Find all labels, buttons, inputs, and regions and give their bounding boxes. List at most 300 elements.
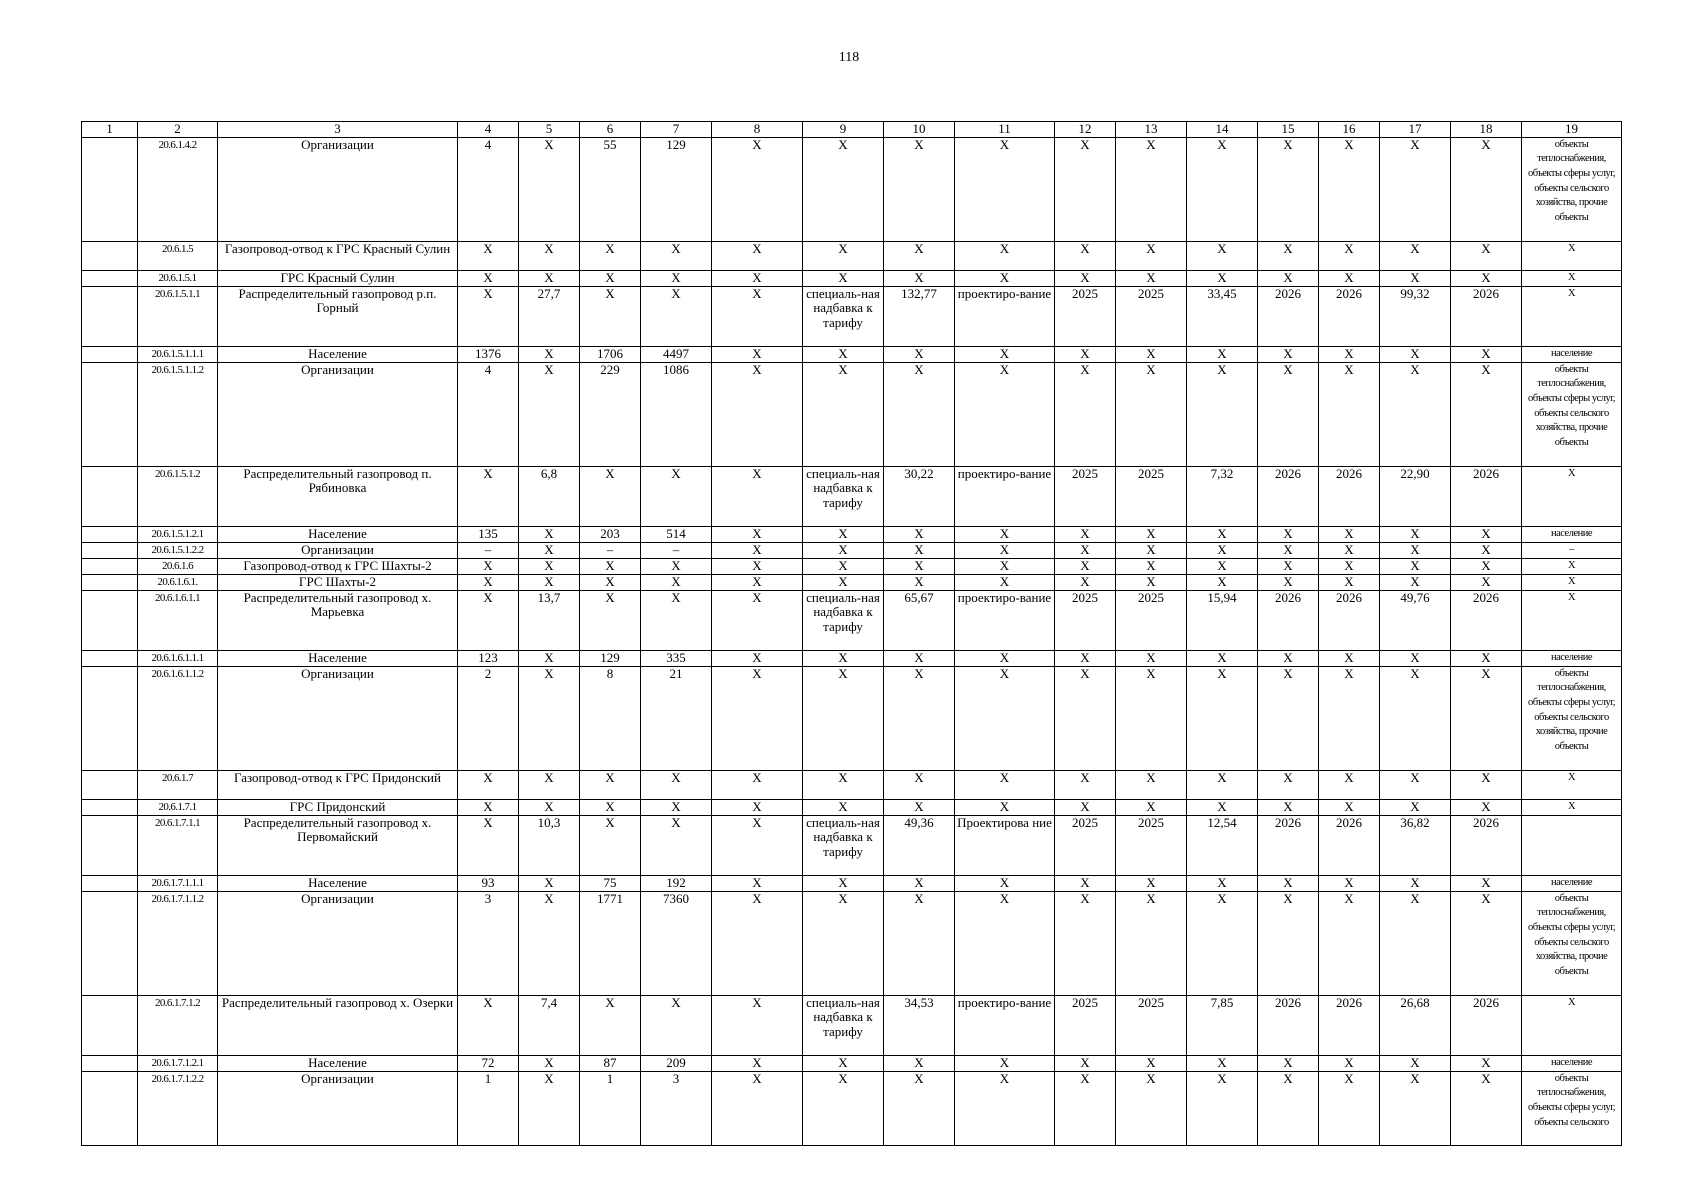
table-cell: X [458,558,519,574]
table-cell: X [1451,799,1522,815]
table-cell: X [1055,346,1116,362]
table-cell: X [1187,241,1258,270]
row-code-cell: 20.6.1.7.1.2 [138,995,218,1055]
table-cell: X [1380,574,1451,590]
row-note-cell: X [1522,270,1622,286]
table-cell: X [712,137,803,241]
table-cell: 2026 [1451,995,1522,1055]
row-name-cell: Газопровод-отвод к ГРС Красный Сулин [218,241,458,270]
table-cell: – [580,542,641,558]
table-cell: 15,94 [1187,590,1258,650]
table-cell: X [1258,362,1319,466]
table-cell: проектиро-вание [955,590,1055,650]
table-cell: X [580,799,641,815]
row-note-cell: X [1522,466,1622,526]
row-note-cell: объекты теплоснабжения, объекты сферы услуг, объекты сельского хозяйства, прочие объекты [1522,137,1622,241]
table-cell: X [519,574,580,590]
table-cell: X [1380,1071,1451,1145]
row-name-cell: Распределительный газопровод х. Озерки [218,995,458,1055]
table-cell: X [1258,137,1319,241]
row-name-cell: Распределительный газопровод п. Рябиновка [218,466,458,526]
table-cell: X [458,466,519,526]
table-cell: X [884,799,955,815]
table-row [82,995,1622,1055]
table-cell: X [1116,666,1187,770]
row-code-cell: 20.6.1.5.1.1.2 [138,362,218,466]
table-cell: 1 [458,1071,519,1145]
table-cell: X [803,137,884,241]
table-cell: X [519,875,580,891]
table-cell: X [712,770,803,799]
row-note-cell: X [1522,770,1622,799]
table-cell: X [1451,137,1522,241]
table-cell: 49,36 [884,815,955,875]
table-row [82,1055,1622,1071]
row-name-cell: Распределительный газопровод р.п. Горный [218,286,458,346]
table-cell: 2025 [1116,590,1187,650]
table-cell: X [884,891,955,995]
table-cell: X [1380,558,1451,574]
table-cell: 21 [641,666,712,770]
row-code-cell: 20.6.1.5.1.2.2 [138,542,218,558]
table-cell: X [803,666,884,770]
row-code-cell: 20.6.1.4.2 [138,137,218,241]
table-row [82,590,1622,650]
row-code-cell: 20.6.1.5.1.2 [138,466,218,526]
table-cell: 2 [458,666,519,770]
table-cell: 10,3 [519,815,580,875]
header-cell: 14 [1187,122,1258,138]
table-cell: X [1258,241,1319,270]
table-cell: X [1116,362,1187,466]
row-note-cell: X [1522,286,1622,346]
table-cell: X [519,650,580,666]
table-cell: X [1380,650,1451,666]
table-cell: 93 [458,875,519,891]
table-cell: X [712,799,803,815]
header-cell: 6 [580,122,641,138]
table-cell: X [1187,558,1258,574]
table-cell: X [1116,137,1187,241]
row-name-cell: Газопровод-отвод к ГРС Придонский [218,770,458,799]
table-cell: 123 [458,650,519,666]
header-cell: 13 [1116,122,1187,138]
table-cell: X [519,526,580,542]
table-cell: 7360 [641,891,712,995]
table-cell: X [641,286,712,346]
table-cell: X [1451,770,1522,799]
table-cell: проектиро-вание [955,466,1055,526]
table-cell: 75 [580,875,641,891]
table-cell: X [580,558,641,574]
row-name-cell: Население [218,346,458,362]
table-cell: X [1055,650,1116,666]
row-name-cell: Население [218,650,458,666]
table-cell: X [1258,650,1319,666]
table-cell: X [580,286,641,346]
table-cell: X [712,574,803,590]
header-cell: 9 [803,122,884,138]
table-cell: X [458,770,519,799]
table-cell: X [803,542,884,558]
table-cell: X [1319,1071,1380,1145]
table-cell: X [955,362,1055,466]
row-note-cell [1522,815,1622,875]
table-cell: X [712,466,803,526]
header-cell: 11 [955,122,1055,138]
table-cell: 2026 [1258,466,1319,526]
table-cell: 2026 [1451,466,1522,526]
table-cell: 2025 [1116,286,1187,346]
table-cell: X [884,241,955,270]
row-note-cell: объекты теплоснабжения, объекты сферы услуг, объекты сельского хозяйства, прочие объекты [1522,666,1622,770]
table-cell: X [641,770,712,799]
table-cell: X [712,346,803,362]
table-cell: 514 [641,526,712,542]
table-cell: X [1055,1055,1116,1071]
table-cell: X [1451,558,1522,574]
row-code-cell: 20.6.1.6.1.1.2 [138,666,218,770]
table-cell: X [519,137,580,241]
table-cell: X [884,770,955,799]
table-cell: X [1380,241,1451,270]
row-name-cell: Организации [218,1071,458,1145]
table-cell: X [641,574,712,590]
table-cell: X [803,241,884,270]
table-cell: X [1187,574,1258,590]
table-cell: X [580,241,641,270]
table-cell: X [641,815,712,875]
table-cell: X [803,650,884,666]
table-cell: 2026 [1319,286,1380,346]
table-cell: 132,77 [884,286,955,346]
table-cell: X [803,558,884,574]
table-cell [82,875,138,891]
row-code-cell: 20.6.1.5 [138,241,218,270]
table-cell: – [641,542,712,558]
table-cell: специаль-ная надбавка к тарифу [803,466,884,526]
table-cell: X [1258,270,1319,286]
table-row [82,891,1622,995]
row-code-cell: 20.6.1.6 [138,558,218,574]
table-cell: X [641,558,712,574]
table-cell: X [1116,346,1187,362]
table-row [82,666,1622,770]
table-cell: 2025 [1116,466,1187,526]
table-cell: X [1319,875,1380,891]
table-cell: – [458,542,519,558]
table-cell: 2026 [1451,590,1522,650]
table-cell: X [641,466,712,526]
table-cell: X [1258,1055,1319,1071]
table-cell [82,466,138,526]
table-cell: X [884,542,955,558]
data-table [81,121,1622,1146]
table-cell: специаль-ная надбавка к тарифу [803,995,884,1055]
table-cell: X [1451,666,1522,770]
table-cell [82,666,138,770]
table-cell: X [803,346,884,362]
table-cell: X [1055,558,1116,574]
table-cell: X [1116,891,1187,995]
row-note-cell: X [1522,558,1622,574]
table-cell [82,270,138,286]
table-cell: 3 [641,1071,712,1145]
table-cell: X [1116,650,1187,666]
table-cell: 7,4 [519,995,580,1055]
table-cell: X [1055,574,1116,590]
table-cell: X [1055,799,1116,815]
table-cell: 4 [458,362,519,466]
table-cell: X [712,1055,803,1071]
table-cell: X [955,346,1055,362]
table-cell: 1086 [641,362,712,466]
table-cell: X [519,1071,580,1145]
table-cell: X [712,1071,803,1145]
table-cell: 129 [580,650,641,666]
table-cell: X [519,558,580,574]
table-cell: X [884,270,955,286]
row-note-cell: объекты теплоснабжения, объекты сферы услуг, объекты сельского [1522,1071,1622,1145]
table-cell: 33,45 [1187,286,1258,346]
table-cell: X [1319,666,1380,770]
header-cell: 4 [458,122,519,138]
table-cell: X [580,995,641,1055]
table-cell: X [1116,1071,1187,1145]
table-row [82,799,1622,815]
table-cell: X [955,875,1055,891]
table-cell: 26,68 [1380,995,1451,1055]
row-note-cell: X [1522,590,1622,650]
table-cell: X [1187,137,1258,241]
table-cell: X [1258,1071,1319,1145]
table-cell: X [519,666,580,770]
table-cell: X [1451,526,1522,542]
row-code-cell: 20.6.1.6.1. [138,574,218,590]
table-cell: Проектирова ние [955,815,1055,875]
table-cell: X [1451,875,1522,891]
table-cell [82,650,138,666]
header-cell: 15 [1258,122,1319,138]
table-cell: 192 [641,875,712,891]
table-cell: X [803,574,884,590]
table-cell [82,542,138,558]
table-cell: X [1187,891,1258,995]
table-cell: X [803,1055,884,1071]
table-cell: специаль-ная надбавка к тарифу [803,286,884,346]
row-note-cell: объекты теплоснабжения, объекты сферы услуг, объекты сельского хозяйства, прочие объекты [1522,362,1622,466]
table-cell [82,558,138,574]
table-cell: X [1116,270,1187,286]
row-code-cell: 20.6.1.6.1.1.1 [138,650,218,666]
table-cell: X [884,875,955,891]
table-cell: X [641,270,712,286]
table-cell: X [641,995,712,1055]
table-cell [82,1071,138,1145]
table-cell [82,799,138,815]
table-row [82,542,1622,558]
table-row [82,574,1622,590]
row-code-cell: 20.6.1.5.1.1 [138,286,218,346]
table-cell: X [803,891,884,995]
table-cell [82,590,138,650]
row-code-cell: 20.6.1.7.1 [138,799,218,815]
table-cell: X [580,815,641,875]
table-cell: X [1258,666,1319,770]
row-name-cell: ГРС Шахты-2 [218,574,458,590]
table-cell: X [712,891,803,995]
table-cell: X [884,558,955,574]
row-name-cell: Организации [218,666,458,770]
table-cell: X [955,799,1055,815]
table-cell [82,526,138,542]
row-code-cell: 20.6.1.5.1.2.1 [138,526,218,542]
table-cell: X [1187,666,1258,770]
table-row [82,526,1622,542]
header-cell: 2 [138,122,218,138]
table-cell: X [1116,875,1187,891]
table-row [82,362,1622,466]
row-note-cell: объекты теплоснабжения, объекты сферы услуг, объекты сельского хозяйства, прочие объекты [1522,891,1622,995]
table-cell: X [458,241,519,270]
table-cell: X [955,770,1055,799]
table-cell: X [1319,270,1380,286]
table-cell: X [1380,526,1451,542]
table-cell: X [884,574,955,590]
table-cell: X [955,558,1055,574]
table-cell: X [884,666,955,770]
row-note-cell: X [1522,799,1622,815]
table-cell: 7,85 [1187,995,1258,1055]
table-cell: X [712,875,803,891]
table-cell: 3 [458,891,519,995]
row-note-cell: население [1522,1055,1622,1071]
table-cell: X [712,590,803,650]
table-cell: X [1451,362,1522,466]
table-cell: 4 [458,137,519,241]
table-cell: 12,54 [1187,815,1258,875]
table-cell: 7,32 [1187,466,1258,526]
table-row [82,558,1622,574]
table-cell: 2026 [1258,815,1319,875]
table-cell: X [1319,891,1380,995]
table-cell: X [1187,650,1258,666]
table-cell: 2025 [1116,995,1187,1055]
row-name-cell: ГРС Красный Сулин [218,270,458,286]
table-cell: X [1319,770,1380,799]
table-cell: 2026 [1258,995,1319,1055]
table-cell: 1376 [458,346,519,362]
table-cell: X [1380,542,1451,558]
table-cell [82,1055,138,1071]
table-cell: X [1187,799,1258,815]
table-cell: X [1055,270,1116,286]
row-code-cell: 20.6.1.7.1.1.1 [138,875,218,891]
table-cell [82,362,138,466]
table-cell: X [884,1071,955,1145]
row-name-cell: Население [218,526,458,542]
table-cell: X [884,1055,955,1071]
header-cell: 17 [1380,122,1451,138]
table-cell: проектиро-вание [955,995,1055,1055]
row-code-cell: 20.6.1.7.1.1 [138,815,218,875]
table-cell: X [1319,1055,1380,1071]
table-cell: 2025 [1055,590,1116,650]
table-cell: X [1116,241,1187,270]
table-cell: X [1055,362,1116,466]
table-cell: X [580,270,641,286]
table-cell: X [1116,799,1187,815]
table-cell: X [1451,574,1522,590]
table-cell: X [580,466,641,526]
table-cell: X [519,346,580,362]
table-cell: X [1187,1055,1258,1071]
table-cell: X [955,574,1055,590]
table-row [82,137,1622,241]
page-number: 118 [838,50,860,65]
header-cell: 19 [1522,122,1622,138]
table-cell: X [458,270,519,286]
table-cell: X [1258,542,1319,558]
table-cell: X [1187,346,1258,362]
row-code-cell: 20.6.1.7.1.2.2 [138,1071,218,1145]
table-row [82,346,1622,362]
table-cell: X [955,542,1055,558]
table-cell: X [1451,270,1522,286]
table-cell: X [1451,241,1522,270]
table-cell: 1706 [580,346,641,362]
table-cell: X [458,574,519,590]
table-cell: X [458,815,519,875]
table-cell: X [884,346,955,362]
row-code-cell: 20.6.1.7.1.2.1 [138,1055,218,1071]
header-cell: 12 [1055,122,1116,138]
table-cell: 87 [580,1055,641,1071]
table-cell: X [1258,526,1319,542]
table-cell: 30,22 [884,466,955,526]
table-cell [82,815,138,875]
table-cell: X [1055,241,1116,270]
table-cell: X [1451,346,1522,362]
table-cell: X [641,590,712,650]
table-cell: X [1380,1055,1451,1071]
table-cell: X [1319,558,1380,574]
table-cell: X [1319,526,1380,542]
table-cell: X [580,770,641,799]
table-cell: X [712,526,803,542]
table-cell: X [1380,362,1451,466]
table-cell: X [1055,542,1116,558]
table-cell: X [1116,526,1187,542]
table-cell: X [1380,770,1451,799]
table-cell: проектиро-вание [955,286,1055,346]
table-cell: 203 [580,526,641,542]
table-cell: 229 [580,362,641,466]
table-cell [82,574,138,590]
table-cell: X [955,891,1055,995]
row-note-cell: X [1522,995,1622,1055]
table-cell: X [1258,875,1319,891]
table-cell: X [1116,558,1187,574]
table-cell: X [803,799,884,815]
table-cell: 6,8 [519,466,580,526]
table-cell: 65,67 [884,590,955,650]
table-cell: 1771 [580,891,641,995]
table-cell: X [803,875,884,891]
table-row [82,241,1622,270]
table-cell: X [955,666,1055,770]
table-cell: X [641,241,712,270]
